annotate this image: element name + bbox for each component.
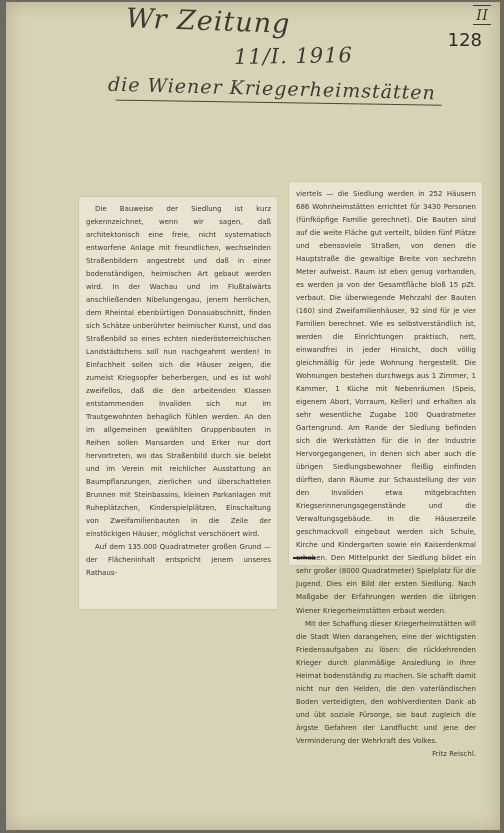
article-author: Fritz Reischl. <box>432 749 476 758</box>
article-paragraph: Mit der Schaffung dieser Kriegerheimstätten will die Stadt Wien darangehen, eine der wichtigsten Friedensaufgaben zu lösen: die rückkehrenden Krieger durch planmäßige Ansiedlung in ihrer Heimat bodenständig zu machen. Sie schafft damit nicht nur den Helden, die den vaterländischen Boden verteidigten, den wohlverdienten Dank ab und übt soziale Fürsorge, sie baut zugleich die ärgste Gefahren der Landflucht und jene der Verminderung der Wehrkraft des Volkes. <box>296 619 476 745</box>
article-paragraph: Die Bauweise der Siedlung ist kurz gekennzeichnet, wenn wir sagen, daß architektonisch eine freie, nicht systematisch entworfene Anlage mit freundlichen, wechselnden Straßenbildern angestrebt und daß in einer bodenständigen, heimischen Art gebaut werden wird. In der Wachau und im Flußtalwärts anschließenden Nibelungengau, jenem herrlichen, dem Rheintal ebenbürtigen Donauabschnitt, finden sich Schätze unberührter heimischer Kunst, und das Straßenbild so eines echten niederösterreichischen Landstädtchens soll nun nachgeahmt werden! In Einfachheit sollen sich die Häuser zeigen, die zumeist Kriegsopfer beherbergen, und es ist wohl zweifellos, daß die den arbeitenden Klassen entstammenden Invaliden sich nur im Trautgewohnten behaglich fühlen werden. An den im allgemeinen gewählten Gruppenbauten in Reihen sollen Mansarden und Erker nur dort hervortreten, wo das Straßenbild durch sie belebt und im Verein mit reichlicher Ausstattung an Baumpflanzungen, zierlichen und überschatteten Brunnen mit Steinbassins, kleinen Parkanlagen mit Ruheplätzchen, Kinderspielplätzen, Einschaltung von Zweifamilienbauten in die Zeile der einstöckigen Häuser, möglichst verschönert wird. <box>86 205 271 539</box>
handwritten-source: Wr Zeitung <box>125 3 291 40</box>
newspaper-clipping-left <box>79 197 277 609</box>
article-paragraph: viertels — die Siedlung werden in 252 Häusern 686 Wohnheimstätten errichtet für 3430 Personen (fünfköpfige Familie gerechnet). Die Bauten sind auf die weite Fläche gut verteilt, bilden fünf Plätze und ebensoviele Straßen, von denen die Hauptstraße die gewaltige Breite von sechzehn Meter aufweist. Raum ist eben genug vorhanden, es werden ja von der Gesamtfläche bloß 15 pZt. verbaut. Die überwiegende Mehrzahl der Bauten (160) sind Zweifamilienhäuser, 92 sind für je vier Familien berechnet. Wie es selbstverständlich ist, werden die Einrichtungen praktisch, nett, einwandfrei in jeder Hinsicht, doch völlig gleichmäßig für jede Wohnung hergestellt. Die Wohnungen bestehen durchwegs aus 1 Zimmer, 1 Kammer, 1 Küche mit Nebenräumen (Speis, eigenem Abort, Vorraum, Keller) und erhalten als sehr wesentliche Zugabe 100 Quadratmeter Gartengrund. Am Rande der Siedlung befinden sich die Werkstätten für die in der Industrie Hervorgegangenen, in denen sich aber auch die übrigen Siedlungsbewohner fleißig einfinden dürften, dann Räume zur Schaustellung der von den Invaliden etwa mitgebrachten Kriegserinnerungsgegenstände und die Verwaltungsgebäude. In die Häuserzeile geschmackvoll eingebaut werden sich Schule, Kirche und Kindergarten sowie ein Kaiserdenkmal erheben. Den Mittelpunkt der Siedlung bildet ein sehr großer (8000 Quadratmeter) Spielplatz für die Jugend. Dies ein Bild der ersten Siedlung. Nach Maßgabe der Erfahrungen werden die übrigen Wiener Kriegerheimstätten erbaut werden. <box>296 190 476 615</box>
handwritten-title: die Wiener Kriegerheimstätten <box>107 73 437 105</box>
article-paragraph: Auf dem 135.000 Quadratmeter großen Grund — der Flächeninhalt entspricht jenem unseres Rathaus- <box>86 543 271 578</box>
column-end-rule <box>293 557 315 559</box>
roman-numeral-mark: II <box>476 6 488 24</box>
handwritten-date: 11/I. 1916 <box>233 42 354 70</box>
page-number: 128 <box>447 30 482 51</box>
newspaper-clipping-right <box>289 182 482 758</box>
